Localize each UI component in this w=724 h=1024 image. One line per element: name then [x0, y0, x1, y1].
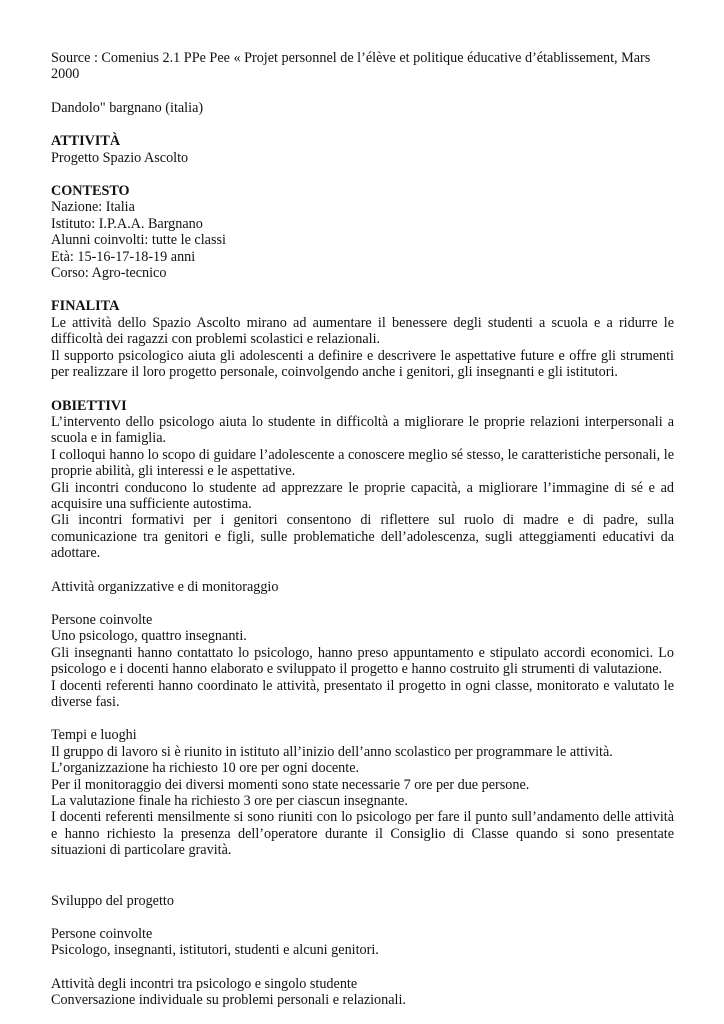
contesto-corso: Corso: Agro-tecnico [51, 265, 167, 282]
finalita-paragraph: Le attività dello Spazio Ascolto mirano ad aumentare il benessere degli studenti a scuola e a ridurre le difficoltà dei ragazzi con problemi scolastici e relazionali. [51, 314, 674, 348]
sviluppo-title: Sviluppo del progetto [51, 892, 174, 909]
attivita-organizzative-title: Attività organizzative e di monitoraggio [51, 578, 279, 595]
section-incontri [51, 976, 674, 1009]
section-contesto [51, 183, 674, 281]
section-finalita [51, 298, 674, 380]
persone-coinvolte-text: Psicologo, insegnanti, istitutori, studenti e alcuni genitori. [51, 942, 379, 959]
tempi-luoghi-title: Tempi e luoghi [51, 727, 137, 744]
incontri-text: Conversazione individuale su problemi personali e relazionali. [51, 992, 406, 1009]
persone-coinvolte-title: Persone coinvolte [51, 611, 153, 628]
author-line: Dandolo" bargnano (italia) [51, 99, 204, 116]
contesto-eta: Età: 15-16-17-18-19 anni [51, 248, 196, 265]
incontri-title: Attività degli incontri tra psicologo e singolo studente [51, 975, 358, 992]
obiettivi-paragraph: I colloqui hanno lo scopo di guidare l’adolescente a conoscere meglio sé stesso, le caratteristiche personali, le proprie abilità, gli interessi e le aspettative. [51, 446, 674, 480]
persone-coinvolte-paragraph: Gli insegnanti hanno contattato lo psicologo, hanno preso appuntamento e stipulato accordi economici. Lo psicologo e i docenti hanno elaborato e sviluppato il progetto e hanno costruito gli strumenti di valutazione. [51, 644, 674, 678]
section-tempi-luoghi [51, 727, 674, 858]
contesto-alunni: Alunni coinvolti: tutte le classi [51, 232, 226, 249]
tempi-luoghi-paragraph: Il gruppo di lavoro si è riunito in istituto all’inizio dell’anno scolastico per programmare le attività. [51, 743, 613, 760]
document-page [51, 50, 674, 1009]
tempi-luoghi-paragraph: I docenti referenti mensilmente si sono riuniti con lo psicologo per fare il punto sull’andamento delle attività e hanno richiesto la presenza dell’operatore durante il Consiglio di Classe quando si sono presentate situazioni di particolare gravità. [51, 809, 674, 859]
obiettivi-paragraph: L’intervento dello psicologo aiuta lo studente in difficoltà a migliorare le proprie relazioni interpersonali a scuola e in famiglia. [51, 413, 674, 447]
heading-obiettivi: OBIETTIVI [51, 397, 127, 414]
heading-attivita: ATTIVITÀ [51, 133, 121, 150]
tempi-luoghi-paragraph: La valutazione finale ha richiesto 3 ore per ciascun insegnante. [51, 793, 408, 810]
tempi-luoghi-paragraph: Per il monitoraggio dei diversi momenti sono state necessarie 7 ore per due persone. [51, 776, 530, 793]
obiettivi-paragraph: Gli incontri formativi per i genitori consentono di riflettere sul ruolo di madre e di padre, sulla comunicazione tra genitori e figli, sulle problematiche dell’adolescenza, sugli atteggiamenti educativi da adottare. [51, 512, 674, 562]
heading-finalita: FINALITA [51, 298, 120, 315]
tempi-luoghi-paragraph: L’organizzazione ha richiesto 10 ore per ogni docente. [51, 760, 360, 777]
finalita-paragraph: Il supporto psicologico aiuta gli adolescenti a definire e descrivere le aspettative future e offre gli strumenti per realizzare il loro progetto personale, coinvolgendo anche i genitori, gli insegnanti e gli istitutori. [51, 347, 674, 381]
section-attivita [51, 133, 674, 166]
section-obiettivi [51, 398, 674, 562]
persone-coinvolte-paragraph: Uno psicologo, quattro insegnanti. [51, 628, 247, 645]
section-persone-coinvolte-2 [51, 926, 674, 959]
persone-coinvolte-title: Persone coinvolte [51, 926, 153, 943]
section-persone-coinvolte-1 [51, 612, 674, 710]
contesto-istituto: Istituto: I.P.A.A. Bargnano [51, 215, 203, 232]
attivita-text: Progetto Spazio Ascolto [51, 149, 189, 166]
obiettivi-paragraph: Gli incontri conducono lo studente ad apprezzare le proprie capacità, a migliorare l’immagine di sé e ad acquisire una sufficiente autostima. [51, 479, 674, 512]
contesto-nazione: Nazione: Italia [51, 199, 135, 216]
heading-contesto: CONTESTO [51, 183, 130, 200]
source-line: Source : Comenius 2.1 PPe Pee « Projet personnel de l’élève et politique éducative d’établissement, Mars 2000 [51, 50, 651, 83]
persone-coinvolte-paragraph: I docenti referenti hanno coordinato le attività, presentato il progetto in ogni classe, monitorato e valutato le diverse fasi. [51, 677, 674, 710]
